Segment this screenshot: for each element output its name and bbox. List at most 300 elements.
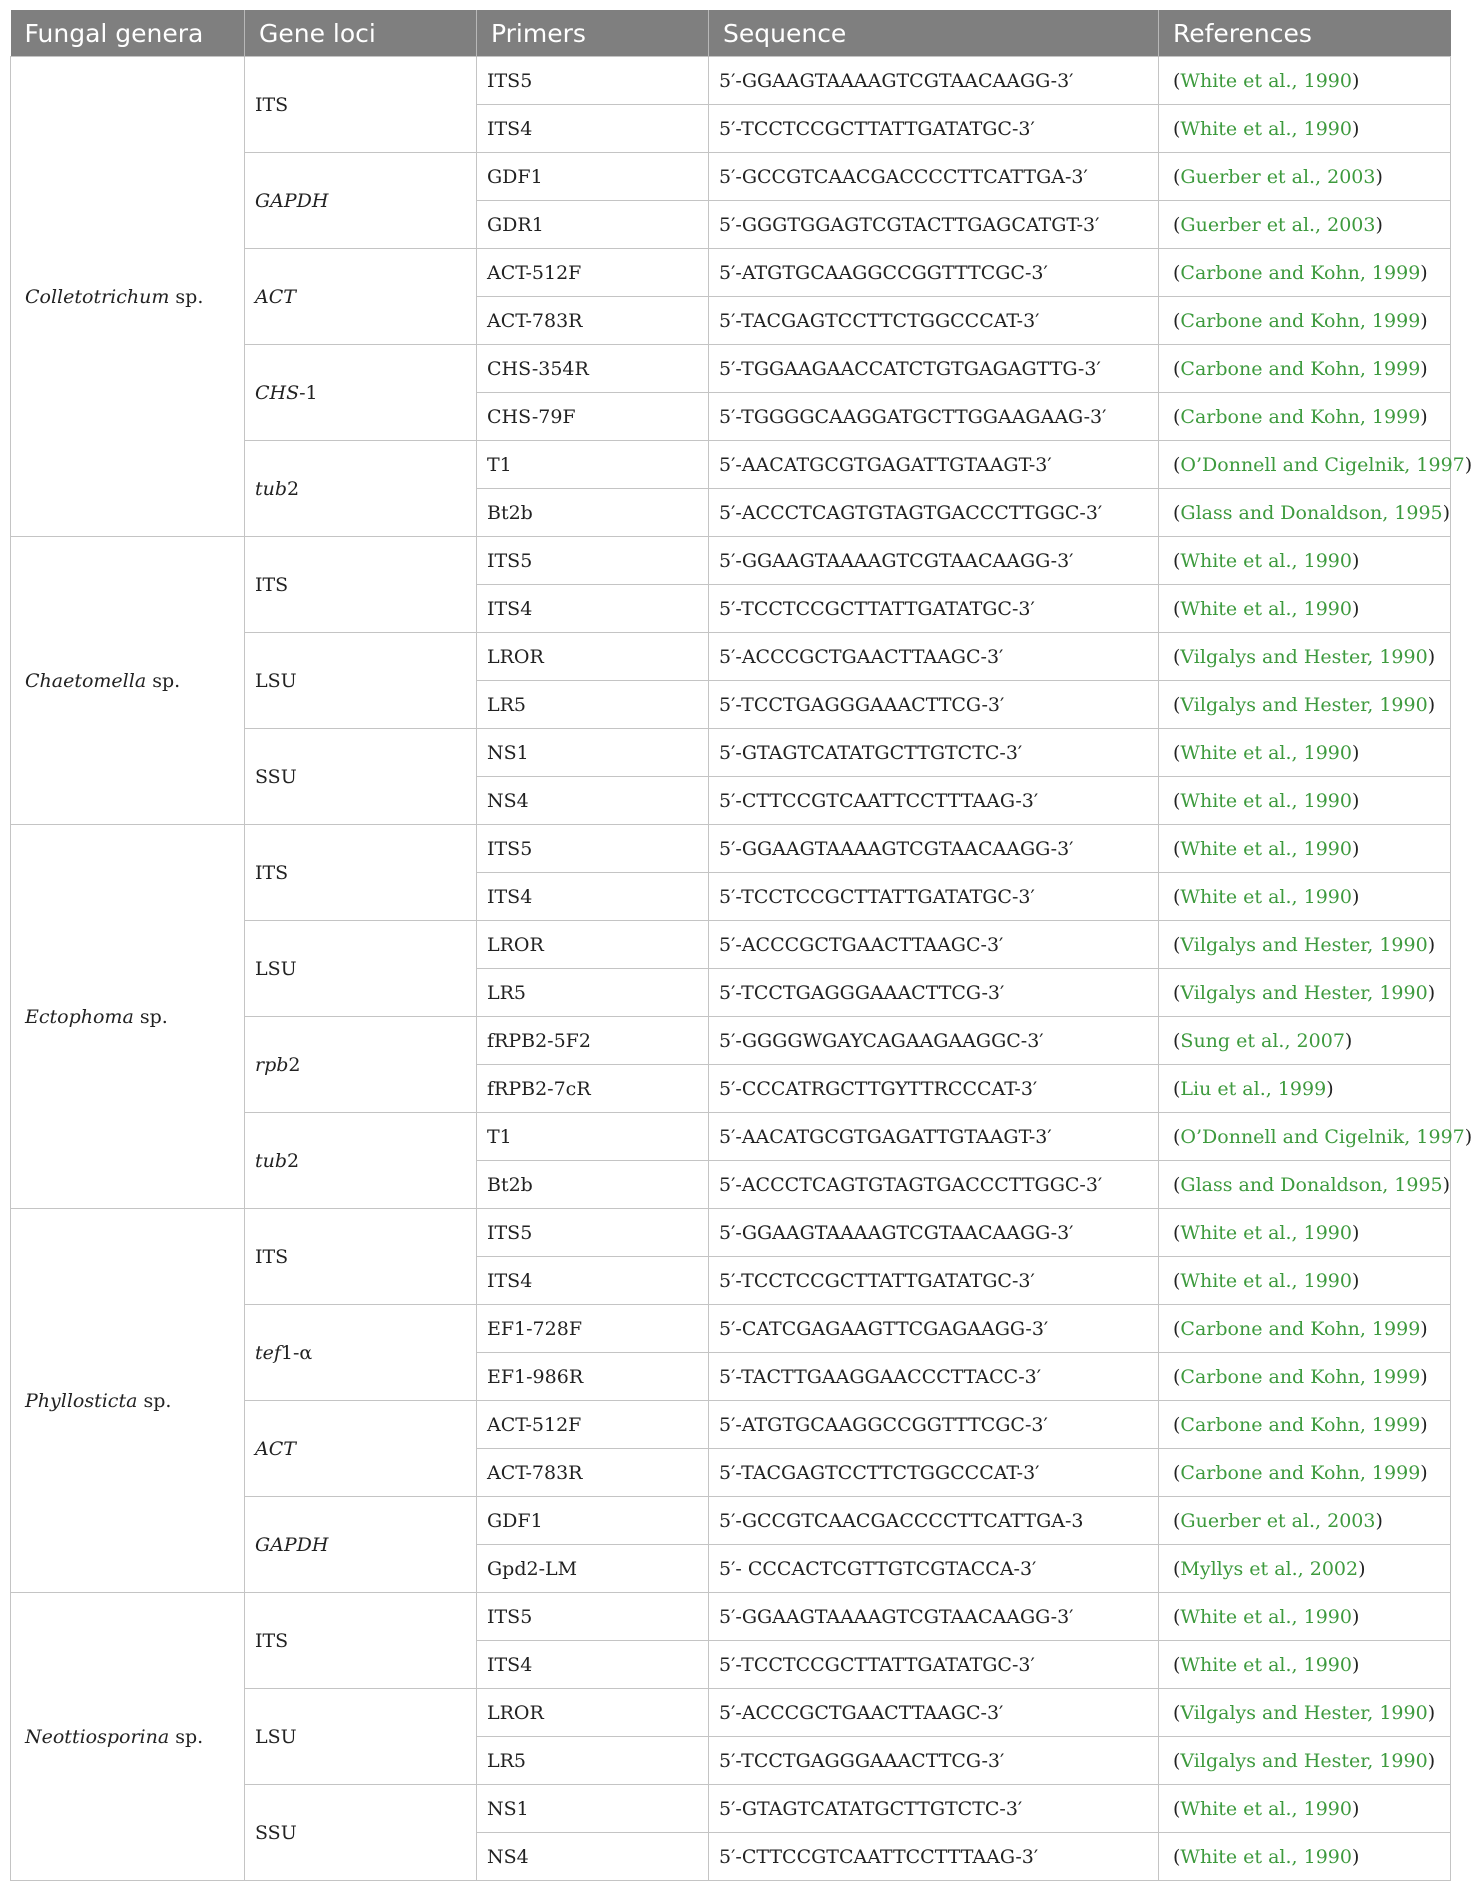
reference-cell xyxy=(1159,537,1451,585)
paren-close: ) xyxy=(1427,933,1436,956)
genus-suffix: sp. xyxy=(133,1005,168,1028)
sequence-cell: 5′-TACGAGTCCTTCTGGCCCAT-3′ xyxy=(709,297,1159,345)
gene-locus-name: ITS xyxy=(255,1629,289,1652)
gene-locus-cell xyxy=(245,1593,477,1689)
reference-link[interactable]: Myllys et al., 2002 xyxy=(1180,1557,1359,1580)
paren-open: ( xyxy=(1173,69,1181,92)
paren-close: ) xyxy=(1351,1269,1360,1292)
primer-cell: NS1 xyxy=(477,729,709,777)
gene-locus-italic: rpb xyxy=(255,1053,289,1076)
primer-cell: fRPB2-5F2 xyxy=(477,1017,709,1065)
paren-open: ( xyxy=(1173,213,1181,236)
reference-link[interactable]: White et al., 1990 xyxy=(1180,1845,1352,1868)
sequence-cell: 5′-TCCTGAGGGAAACTTCG-3′ xyxy=(709,1737,1159,1785)
reference-cell xyxy=(1159,1833,1451,1881)
sequence-cell: 5′-TACGAGTCCTTCTGGCCCAT-3′ xyxy=(709,1449,1159,1497)
header-row xyxy=(11,10,1451,57)
gene-locus-cell xyxy=(245,1497,477,1593)
paren-close: ) xyxy=(1351,1845,1360,1868)
gene-locus-italic: ACT xyxy=(255,285,296,308)
primer-cell: Gpd2-LM xyxy=(477,1545,709,1593)
gene-locus-cell xyxy=(245,921,477,1017)
reference-cell xyxy=(1159,825,1451,873)
gene-locus-cell xyxy=(245,441,477,537)
header-references: References xyxy=(1159,10,1451,57)
paren-close: ) xyxy=(1351,69,1360,92)
paren-open: ( xyxy=(1173,597,1181,620)
reference-cell xyxy=(1159,969,1451,1017)
gene-locus-cell xyxy=(245,825,477,921)
sequence-cell: 5′- CCCACTCGTTGTCGTACCA-3′ xyxy=(709,1545,1159,1593)
reference-link[interactable]: White et al., 1990 xyxy=(1180,885,1352,908)
gene-locus-italic: tub xyxy=(255,477,288,500)
reference-link[interactable]: Vilgalys and Hester, 1990 xyxy=(1180,981,1428,1004)
sequence-cell: 5′-ACCCTCAGTGTAGTGACCCTTGGC-3′ xyxy=(709,1161,1159,1209)
primer-cell: LROR xyxy=(477,1689,709,1737)
reference-cell xyxy=(1159,345,1451,393)
reference-link[interactable]: Carbone and Kohn, 1999 xyxy=(1180,1365,1421,1388)
reference-link[interactable]: White et al., 1990 xyxy=(1180,789,1352,812)
primer-cell: LR5 xyxy=(477,681,709,729)
paren-open: ( xyxy=(1173,885,1181,908)
sequence-cell: 5′-TCCTGAGGGAAACTTCG-3′ xyxy=(709,681,1159,729)
primer-table-container xyxy=(10,10,1472,1881)
table-row xyxy=(11,1209,1451,1257)
sequence-cell: 5′-ACCCGCTGAACTTAAGC-3′ xyxy=(709,921,1159,969)
paren-close: ) xyxy=(1375,1509,1383,1532)
gene-locus-name: SSU xyxy=(255,765,297,788)
reference-cell xyxy=(1159,1305,1451,1353)
reference-link[interactable]: Liu et al., 1999 xyxy=(1180,1077,1327,1100)
gene-locus-name: ITS xyxy=(255,1245,289,1268)
primer-cell: ITS5 xyxy=(477,1209,709,1257)
paren-open: ( xyxy=(1173,1605,1181,1628)
paren-close: ) xyxy=(1351,837,1360,860)
primer-cell: ACT-783R xyxy=(477,297,709,345)
reference-link[interactable]: White et al., 1990 xyxy=(1180,1797,1352,1820)
paren-open: ( xyxy=(1173,981,1181,1004)
reference-cell xyxy=(1159,1401,1451,1449)
paren-open: ( xyxy=(1173,309,1181,332)
sequence-cell: 5′-AACATGCGTGAGATTGTAAGT-3′ xyxy=(709,441,1159,489)
reference-cell xyxy=(1159,633,1451,681)
sequence-cell: 5′-GCCGTCAACGACCCCTTCATTGA-3 xyxy=(709,1497,1159,1545)
reference-link[interactable]: Carbone and Kohn, 1999 xyxy=(1180,1317,1421,1340)
paren-close: ) xyxy=(1420,1365,1428,1388)
gene-locus-italic: ACT xyxy=(255,1437,296,1460)
primer-cell: ITS5 xyxy=(477,1593,709,1641)
sequence-cell: 5′-TCCTCCGCTTATTGATATGC-3′ xyxy=(709,105,1159,153)
reference-cell xyxy=(1159,249,1451,297)
gene-locus-suffix: 2 xyxy=(287,477,300,500)
paren-open: ( xyxy=(1173,1797,1181,1820)
reference-link[interactable]: Vilgalys and Hester, 1990 xyxy=(1180,693,1428,716)
sequence-cell: 5′-GGAAGTAAAAGTCGTAACAAGG-3′ xyxy=(709,57,1159,105)
primer-cell: GDF1 xyxy=(477,153,709,201)
reference-link[interactable]: Carbone and Kohn, 1999 xyxy=(1180,405,1421,428)
paren-open: ( xyxy=(1173,789,1181,812)
reference-link[interactable]: Vilgalys and Hester, 1990 xyxy=(1180,1749,1428,1772)
paren-close: ) xyxy=(1427,981,1436,1004)
reference-link[interactable]: Vilgalys and Hester, 1990 xyxy=(1180,1701,1428,1724)
paren-open: ( xyxy=(1173,1269,1181,1292)
primer-cell: NS1 xyxy=(477,1785,709,1833)
reference-cell xyxy=(1159,153,1451,201)
paren-open: ( xyxy=(1173,837,1181,860)
reference-cell xyxy=(1159,441,1472,489)
sequence-cell: 5′-TCCTCCGCTTATTGATATGC-3′ xyxy=(709,873,1159,921)
reference-cell xyxy=(1159,393,1451,441)
paren-close: ) xyxy=(1351,1221,1360,1244)
paren-open: ( xyxy=(1173,1845,1181,1868)
primer-cell: ITS4 xyxy=(477,105,709,153)
sequence-cell: 5′-GGAAGTAAAAGTCGTAACAAGG-3′ xyxy=(709,825,1159,873)
paren-close: ) xyxy=(1420,357,1428,380)
primer-cell: ACT-783R xyxy=(477,1449,709,1497)
paren-open: ( xyxy=(1173,1317,1181,1340)
gene-locus-suffix: 1-α xyxy=(280,1341,313,1364)
gene-locus-cell xyxy=(245,1017,477,1113)
reference-link[interactable]: Glass and Donaldson, 1995 xyxy=(1180,1173,1443,1196)
paren-close: ) xyxy=(1351,885,1360,908)
primer-cell: LR5 xyxy=(477,1737,709,1785)
sequence-cell: 5′-TCCTCCGCTTATTGATATGC-3′ xyxy=(709,585,1159,633)
gene-locus-cell xyxy=(245,345,477,441)
reference-cell xyxy=(1159,777,1451,825)
gene-locus-italic: tub xyxy=(255,1149,288,1172)
sequence-cell: 5′-TCCTCCGCTTATTGATATGC-3′ xyxy=(709,1257,1159,1305)
reference-link[interactable]: White et al., 1990 xyxy=(1180,549,1352,572)
reference-link[interactable]: Guerber et al., 2003 xyxy=(1180,165,1376,188)
primer-cell: CHS-354R xyxy=(477,345,709,393)
gene-locus-name: ITS xyxy=(255,573,289,596)
paren-close: ) xyxy=(1351,741,1360,764)
reference-link[interactable]: Guerber et al., 2003 xyxy=(1180,213,1376,236)
primer-cell: LR5 xyxy=(477,969,709,1017)
sequence-cell: 5′-ACCCTCAGTGTAGTGACCCTTGGC-3′ xyxy=(709,489,1159,537)
gene-locus-name: LSU xyxy=(255,669,297,692)
paren-open: ( xyxy=(1173,1365,1181,1388)
gene-locus-italic: GAPDH xyxy=(255,189,329,212)
reference-link[interactable]: White et al., 1990 xyxy=(1180,1269,1352,1292)
genus-name: Phyllosticta xyxy=(25,1389,138,1412)
reference-cell xyxy=(1159,585,1451,633)
paren-open: ( xyxy=(1173,357,1181,380)
reference-link[interactable]: Guerber et al., 2003 xyxy=(1180,1509,1376,1532)
sequence-cell: 5′-GGAAGTAAAAGTCGTAACAAGG-3′ xyxy=(709,1593,1159,1641)
sequence-cell: 5′-GTAGTCATATGCTTGTCTC-3′ xyxy=(709,1785,1159,1833)
reference-link[interactable]: O’Donnell and Cigelnik, 1997 xyxy=(1180,453,1465,476)
sequence-cell: 5′-TGGGGCAAGGATGCTTGGAAGAAG-3′ xyxy=(709,393,1159,441)
gene-locus-suffix: -1 xyxy=(299,381,318,404)
primer-cell: ITS5 xyxy=(477,57,709,105)
paren-close: ) xyxy=(1358,1557,1366,1580)
primer-table xyxy=(10,10,1472,1881)
paren-open: ( xyxy=(1173,1077,1181,1100)
reference-link[interactable]: Carbone and Kohn, 1999 xyxy=(1180,309,1421,332)
reference-cell xyxy=(1159,681,1451,729)
paren-open: ( xyxy=(1173,693,1181,716)
primer-cell: ITS4 xyxy=(477,585,709,633)
paren-close: ) xyxy=(1375,213,1383,236)
sequence-cell: 5′-ATGTGCAAGGCCGGTTTCGC-3′ xyxy=(709,1401,1159,1449)
paren-close: ) xyxy=(1420,309,1428,332)
paren-close: ) xyxy=(1420,405,1428,428)
primer-cell: Bt2b xyxy=(477,1161,709,1209)
primer-cell: ITS4 xyxy=(477,1641,709,1689)
paren-open: ( xyxy=(1173,501,1181,524)
genus-name: Colletotrichum xyxy=(25,285,170,308)
reference-cell xyxy=(1159,873,1451,921)
paren-open: ( xyxy=(1173,1509,1181,1532)
reference-cell xyxy=(1159,921,1451,969)
gene-locus-name: SSU xyxy=(255,1821,297,1844)
gene-locus-cell xyxy=(245,1209,477,1305)
reference-link[interactable]: White et al., 1990 xyxy=(1180,1221,1352,1244)
gene-locus-italic: CHS xyxy=(255,381,300,404)
paren-close: ) xyxy=(1420,261,1428,284)
primer-cell: EF1-986R xyxy=(477,1353,709,1401)
gene-locus-italic: GAPDH xyxy=(255,1533,329,1556)
paren-open: ( xyxy=(1173,1749,1181,1772)
primer-cell: ITS4 xyxy=(477,1257,709,1305)
paren-close: ) xyxy=(1464,453,1472,476)
reference-cell xyxy=(1159,297,1451,345)
paren-close: ) xyxy=(1375,165,1383,188)
gene-locus-italic: tef xyxy=(255,1341,281,1364)
reference-cell xyxy=(1159,1497,1451,1545)
reference-cell xyxy=(1159,1449,1451,1497)
sequence-cell: 5′-GGAAGTAAAAGTCGTAACAAGG-3′ xyxy=(709,537,1159,585)
paren-open: ( xyxy=(1173,1461,1181,1484)
reference-cell xyxy=(1159,57,1451,105)
primer-cell: LROR xyxy=(477,633,709,681)
table-row xyxy=(11,537,1451,585)
header-sequence: Sequence xyxy=(709,10,1159,57)
paren-close: ) xyxy=(1427,1701,1436,1724)
sequence-cell: 5′-GCCGTCAACGACCCCTTCATTGA-3′ xyxy=(709,153,1159,201)
paren-close: ) xyxy=(1442,1173,1451,1196)
primer-cell: GDF1 xyxy=(477,1497,709,1545)
genus-name: Ectophoma xyxy=(25,1005,134,1028)
header-primers: Primers xyxy=(477,10,709,57)
paren-close: ) xyxy=(1351,1797,1360,1820)
reference-link[interactable]: O’Donnell and Cigelnik, 1997 xyxy=(1180,1125,1465,1148)
gene-locus-cell xyxy=(245,729,477,825)
fungal-genus-cell xyxy=(11,57,245,537)
paren-open: ( xyxy=(1173,117,1181,140)
paren-open: ( xyxy=(1173,261,1181,284)
fungal-genus-cell xyxy=(11,825,245,1209)
primer-cell: CHS-79F xyxy=(477,393,709,441)
genus-suffix: sp. xyxy=(169,1725,204,1748)
reference-cell xyxy=(1159,1113,1472,1161)
reference-cell xyxy=(1159,1545,1451,1593)
paren-open: ( xyxy=(1173,1221,1181,1244)
reference-link[interactable]: White et al., 1990 xyxy=(1180,837,1352,860)
gene-locus-cell xyxy=(245,153,477,249)
paren-close: ) xyxy=(1351,1605,1360,1628)
paren-open: ( xyxy=(1173,165,1181,188)
paren-close: ) xyxy=(1464,1125,1472,1148)
paren-open: ( xyxy=(1173,1653,1181,1676)
primer-cell: LROR xyxy=(477,921,709,969)
genus-name: Chaetomella xyxy=(25,669,147,692)
primer-cell: ITS5 xyxy=(477,825,709,873)
gene-locus-cell xyxy=(245,1689,477,1785)
primer-cell: EF1-728F xyxy=(477,1305,709,1353)
paren-open: ( xyxy=(1173,1701,1181,1724)
genus-name: Neottiosporina xyxy=(25,1725,170,1748)
reference-cell xyxy=(1159,1689,1451,1737)
reference-link[interactable]: Vilgalys and Hester, 1990 xyxy=(1180,645,1428,668)
sequence-cell: 5′-ACCCGCTGAACTTAAGC-3′ xyxy=(709,1689,1159,1737)
paren-open: ( xyxy=(1173,1029,1181,1052)
reference-cell xyxy=(1159,1065,1451,1113)
sequence-cell: 5′-GGAAGTAAAAGTCGTAACAAGG-3′ xyxy=(709,1209,1159,1257)
sequence-cell: 5′-CATCGAGAAGTTCGAGAAGG-3′ xyxy=(709,1305,1159,1353)
table-header xyxy=(11,10,1451,57)
reference-link[interactable]: Vilgalys and Hester, 1990 xyxy=(1180,933,1428,956)
sequence-cell: 5′-TCCTCCGCTTATTGATATGC-3′ xyxy=(709,1641,1159,1689)
reference-link[interactable]: Carbone and Kohn, 1999 xyxy=(1180,1413,1421,1436)
reference-link[interactable]: White et al., 1990 xyxy=(1180,117,1352,140)
table-body xyxy=(11,57,1472,1881)
sequence-cell: 5′-CTTCCGTCAATTCCTTTAAG-3′ xyxy=(709,777,1159,825)
gene-locus-suffix: 2 xyxy=(288,1053,301,1076)
reference-link[interactable]: White et al., 1990 xyxy=(1180,69,1352,92)
reference-link[interactable]: Carbone and Kohn, 1999 xyxy=(1180,357,1421,380)
paren-close: ) xyxy=(1420,1413,1428,1436)
paren-close: ) xyxy=(1351,549,1360,572)
paren-close: ) xyxy=(1351,1653,1360,1676)
reference-link[interactable]: Sung et al., 2007 xyxy=(1180,1029,1345,1052)
reference-link[interactable]: White et al., 1990 xyxy=(1180,1653,1352,1676)
primer-cell: Bt2b xyxy=(477,489,709,537)
gene-locus-cell xyxy=(245,1113,477,1209)
paren-open: ( xyxy=(1173,405,1181,428)
paren-open: ( xyxy=(1173,549,1181,572)
primer-cell: ITS5 xyxy=(477,537,709,585)
gene-locus-cell xyxy=(245,1401,477,1497)
table-row xyxy=(11,1593,1451,1641)
sequence-cell: 5′-GTAGTCATATGCTTGTCTC-3′ xyxy=(709,729,1159,777)
gene-locus-cell xyxy=(245,1305,477,1401)
gene-locus-cell xyxy=(245,1785,477,1881)
reference-cell xyxy=(1159,489,1451,537)
gene-locus-suffix: 2 xyxy=(287,1149,300,1172)
reference-link[interactable]: Glass and Donaldson, 1995 xyxy=(1180,501,1443,524)
paren-open: ( xyxy=(1173,1413,1181,1436)
table-row xyxy=(11,825,1451,873)
primer-cell: NS4 xyxy=(477,1833,709,1881)
sequence-cell: 5′-GGGGWGAYCAGAAGAAGGC-3′ xyxy=(709,1017,1159,1065)
sequence-cell: 5′-TGGAAGAACCATCTGTGAGAGTTG-3′ xyxy=(709,345,1159,393)
paren-close: ) xyxy=(1344,1029,1353,1052)
primer-cell: ACT-512F xyxy=(477,1401,709,1449)
reference-cell xyxy=(1159,1257,1451,1305)
sequence-cell: 5′-CCCATRGCTTGYTTRCCCAT-3′ xyxy=(709,1065,1159,1113)
reference-cell xyxy=(1159,729,1451,777)
primer-cell: ACT-512F xyxy=(477,249,709,297)
paren-open: ( xyxy=(1173,1557,1181,1580)
header-fungal-genera: Fungal genera xyxy=(11,10,245,57)
sequence-cell: 5′-ACCCGCTGAACTTAAGC-3′ xyxy=(709,633,1159,681)
reference-cell xyxy=(1159,1737,1451,1785)
reference-cell xyxy=(1159,1209,1451,1257)
paren-close: ) xyxy=(1351,597,1360,620)
gene-locus-name: LSU xyxy=(255,957,297,980)
reference-cell xyxy=(1159,105,1451,153)
paren-open: ( xyxy=(1173,933,1181,956)
paren-close: ) xyxy=(1442,501,1451,524)
reference-link[interactable]: White et al., 1990 xyxy=(1180,1605,1352,1628)
gene-locus-cell xyxy=(245,633,477,729)
gene-locus-name: ITS xyxy=(255,93,289,116)
reference-cell xyxy=(1159,1161,1451,1209)
paren-open: ( xyxy=(1173,1125,1181,1148)
reference-link[interactable]: Carbone and Kohn, 1999 xyxy=(1180,261,1421,284)
reference-cell xyxy=(1159,201,1451,249)
fungal-genus-cell xyxy=(11,1209,245,1593)
paren-open: ( xyxy=(1173,741,1181,764)
sequence-cell: 5′-ATGTGCAAGGCCGGTTTCGC-3′ xyxy=(709,249,1159,297)
header-gene-loci: Gene loci xyxy=(245,10,477,57)
primer-cell: ITS4 xyxy=(477,873,709,921)
gene-locus-name: LSU xyxy=(255,1725,297,1748)
reference-cell xyxy=(1159,1353,1451,1401)
paren-close: ) xyxy=(1351,789,1360,812)
reference-link[interactable]: White et al., 1990 xyxy=(1180,741,1352,764)
gene-locus-cell xyxy=(245,57,477,153)
reference-link[interactable]: Carbone and Kohn, 1999 xyxy=(1180,1461,1421,1484)
reference-cell xyxy=(1159,1641,1451,1689)
reference-link[interactable]: White et al., 1990 xyxy=(1180,597,1352,620)
primer-cell: T1 xyxy=(477,441,709,489)
genus-suffix: sp. xyxy=(146,669,181,692)
gene-locus-name: ITS xyxy=(255,861,289,884)
paren-close: ) xyxy=(1326,1077,1334,1100)
paren-open: ( xyxy=(1173,645,1181,668)
paren-close: ) xyxy=(1427,1749,1436,1772)
table-row xyxy=(11,57,1451,105)
sequence-cell: 5′-GGGTGGAGTCGTACTTGAGCATGT-3′ xyxy=(709,201,1159,249)
paren-open: ( xyxy=(1173,453,1181,476)
fungal-genus-cell xyxy=(11,1593,245,1881)
reference-cell xyxy=(1159,1017,1451,1065)
reference-cell xyxy=(1159,1785,1451,1833)
genus-suffix: sp. xyxy=(169,285,204,308)
sequence-cell: 5′-TCCTGAGGGAAACTTCG-3′ xyxy=(709,969,1159,1017)
paren-close: ) xyxy=(1427,693,1436,716)
paren-close: ) xyxy=(1427,645,1436,668)
gene-locus-cell xyxy=(245,249,477,345)
sequence-cell: 5′-TACTTGAAGGAACCCTTACC-3′ xyxy=(709,1353,1159,1401)
sequence-cell: 5′-AACATGCGTGAGATTGTAAGT-3′ xyxy=(709,1113,1159,1161)
primer-cell: NS4 xyxy=(477,777,709,825)
sequence-cell: 5′-CTTCCGTCAATTCCTTTAAG-3′ xyxy=(709,1833,1159,1881)
primer-cell: T1 xyxy=(477,1113,709,1161)
reference-cell xyxy=(1159,1593,1451,1641)
gene-locus-cell xyxy=(245,537,477,633)
genus-suffix: sp. xyxy=(137,1389,172,1412)
paren-close: ) xyxy=(1420,1461,1428,1484)
paren-open: ( xyxy=(1173,1173,1181,1196)
paren-close: ) xyxy=(1351,117,1360,140)
primer-cell: GDR1 xyxy=(477,201,709,249)
paren-close: ) xyxy=(1420,1317,1428,1340)
primer-cell: fRPB2-7cR xyxy=(477,1065,709,1113)
